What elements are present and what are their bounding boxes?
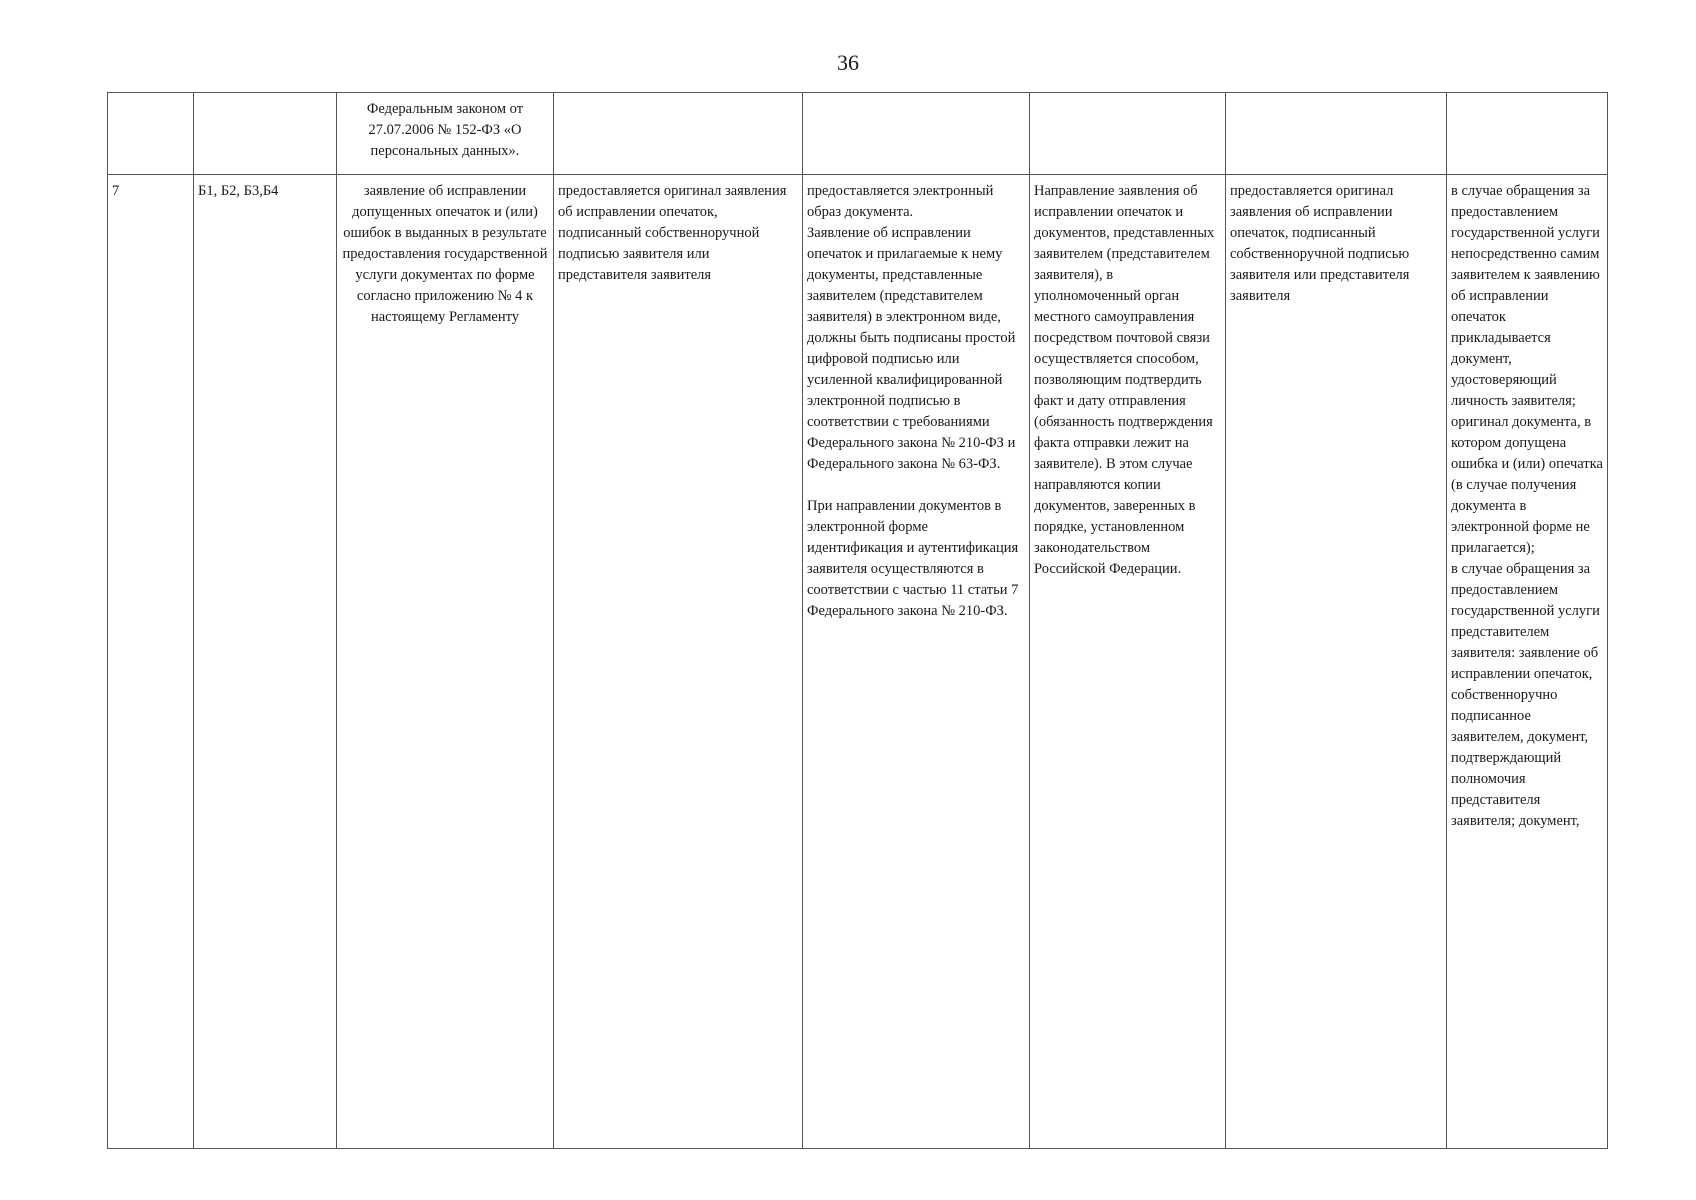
applicant-code-cell [194, 93, 337, 175]
mail-submission-cell: Направление заявления об исправлении опечаток и документов, представленных заявителем (представителем заявителя), в уполномоченный орган местного самоуправления посредством почтовой связи осуществляется способом, позволяющим подтвердить факт и дату отправления (обязанность подтверждения факта отправки лежит на заявителе). В этом случае направляются копии документов, заверенных в порядке, установленном законодательством Российской Федерации. [1030, 175, 1226, 1149]
document-name-cell: Федеральным законом от 27.07.2006 № 152-ФЗ «О персональных данных». [337, 93, 554, 175]
row-number-cell: 7 [108, 175, 194, 1149]
paragraph-spacer [807, 475, 1025, 496]
electronic-submission-cell [803, 93, 1030, 175]
electronic-paragraph: предоставляется электронный образ документа. [807, 183, 994, 220]
table-row [108, 93, 1608, 175]
notes-paragraph: оригинал документа, в котором допущена ошибка и (или) опечатка (в случае получения документа в электронной форме не прилагается); [1451, 414, 1603, 556]
page-number: 36 [837, 50, 859, 75]
table-row [108, 175, 1608, 1149]
original-requirement-cell: предоставляется оригинал заявления об исправлении опечаток, подписанный собственноручной подписью заявителя или представителя заявителя [554, 175, 803, 1149]
electronic-submission-cell [803, 175, 1030, 1149]
notes-paragraph: в случае обращения за предоставлением государственной услуги представителем заявителя: заявление об исправлении опечаток, собственноручно подписанное заявителем, документ, подтверждающий полномочия представителя заявителя; документ, [1451, 561, 1600, 829]
requirements-table [107, 92, 1608, 1149]
original-requirement-cell [554, 93, 803, 175]
applicant-code-cell: Б1, Б2, Б3,Б4 [194, 175, 337, 1149]
personal-submission-cell [1226, 93, 1447, 175]
row-number-cell [108, 93, 194, 175]
document-name-cell: заявление об исправлении допущенных опечаток и (или) ошибок в выданных в результате предоставления государственной услуги документах по форме согласно приложению № 4 к настоящему Регламенту [337, 175, 554, 1149]
personal-submission-cell: предоставляется оригинал заявления об исправлении опечаток, подписанный собственноручной подписью заявителя или представителя заявителя [1226, 175, 1447, 1149]
electronic-paragraph: При направлении документов в электронной форме идентификация и аутентификация заявителя осуществляются в соответствии с частью 11 статьи 7 Федерального закона № 210-ФЗ. [807, 498, 1019, 619]
notes-cell [1447, 175, 1608, 1149]
notes-paragraph: в случае обращения за предоставлением государственной услуги непосредственно самим заявителем к заявлению об исправлении опечаток прикладывается документ, удостоверяющий личность заявителя; [1451, 183, 1600, 409]
mail-submission-cell [1030, 93, 1226, 175]
electronic-paragraph: Заявление об исправлении опечаток и прилагаемые к нему документы, представленные заявителем (представителем заявителя) в электронном виде, должны быть подписаны простой цифровой подписью или усиленной квалифицированной электронной подписью в соответствии с требованиями Федерального закона № 210-ФЗ и Федерального закона № 63-ФЗ. [807, 225, 1016, 472]
notes-cell [1447, 93, 1608, 175]
